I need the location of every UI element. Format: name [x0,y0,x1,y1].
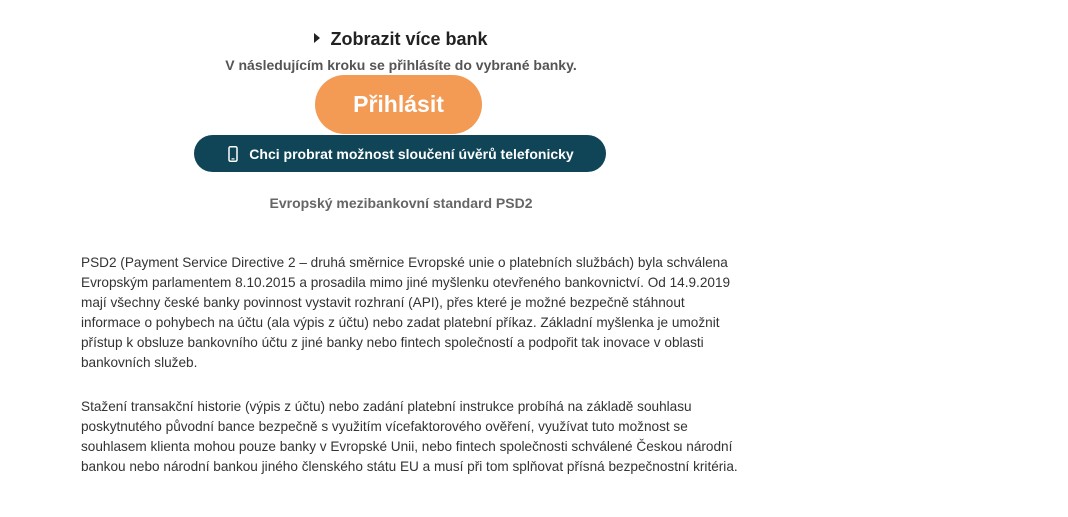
show-more-banks-toggle[interactable] [0,29,802,50]
phone-consultation-button[interactable] [194,135,606,172]
phone-consultation-label: Chci probrat možnost sloučení úvěrů telefonicky [249,145,574,162]
login-button[interactable]: Přihlásit [315,75,482,134]
caret-right-icon [314,33,320,43]
psd2-paragraph: Stažení transakční historie (výpis z účtu) nebo zadání platební instrukce probíhá na základě souhlasu poskytnutého původní bance bezpečně s využitím vícefaktorového ověření, využívat tuto možnost se souhlasem klienta mohou pouze banky v Evropské Unii, nebo fintech společnosti schválené Českou národní bankou nebo národní bankou jiného členského státu EU a musí při tom splňovat přísná bezpečnostní kritéria. [81,399,738,474]
psd2-paragraph: PSD2 (Payment Service Directive 2 – druhá směrnice Evropské unie o platebních službách) byla schválena Evropským parlamentem 8.10.2015 a prosadila mimo jiné myšlenku otevřeného bankovnictví. Od 14.9.2019 mají všechny české banky povinnost vystavit rozhraní (API), přes které je možné bezpečně stáhnout informace o pohybech na účtu (ala výpis z účtu) nebo zadat platební příkaz. Základní myšlenka je umožnit přístup k obsluze bankovního účtu z jiné banky nebo fintech společností a podpořit tak inovace v oblasti bankovních služeb. [81,255,731,370]
next-step-note: V následujícím kroku se přihlásíte do vybrané banky. [225,57,577,73]
psd2-heading: Evropský mezibankovní standard PSD2 [269,195,533,211]
show-more-banks-label: Zobrazit více bank [330,29,488,49]
smartphone-icon [226,146,240,162]
